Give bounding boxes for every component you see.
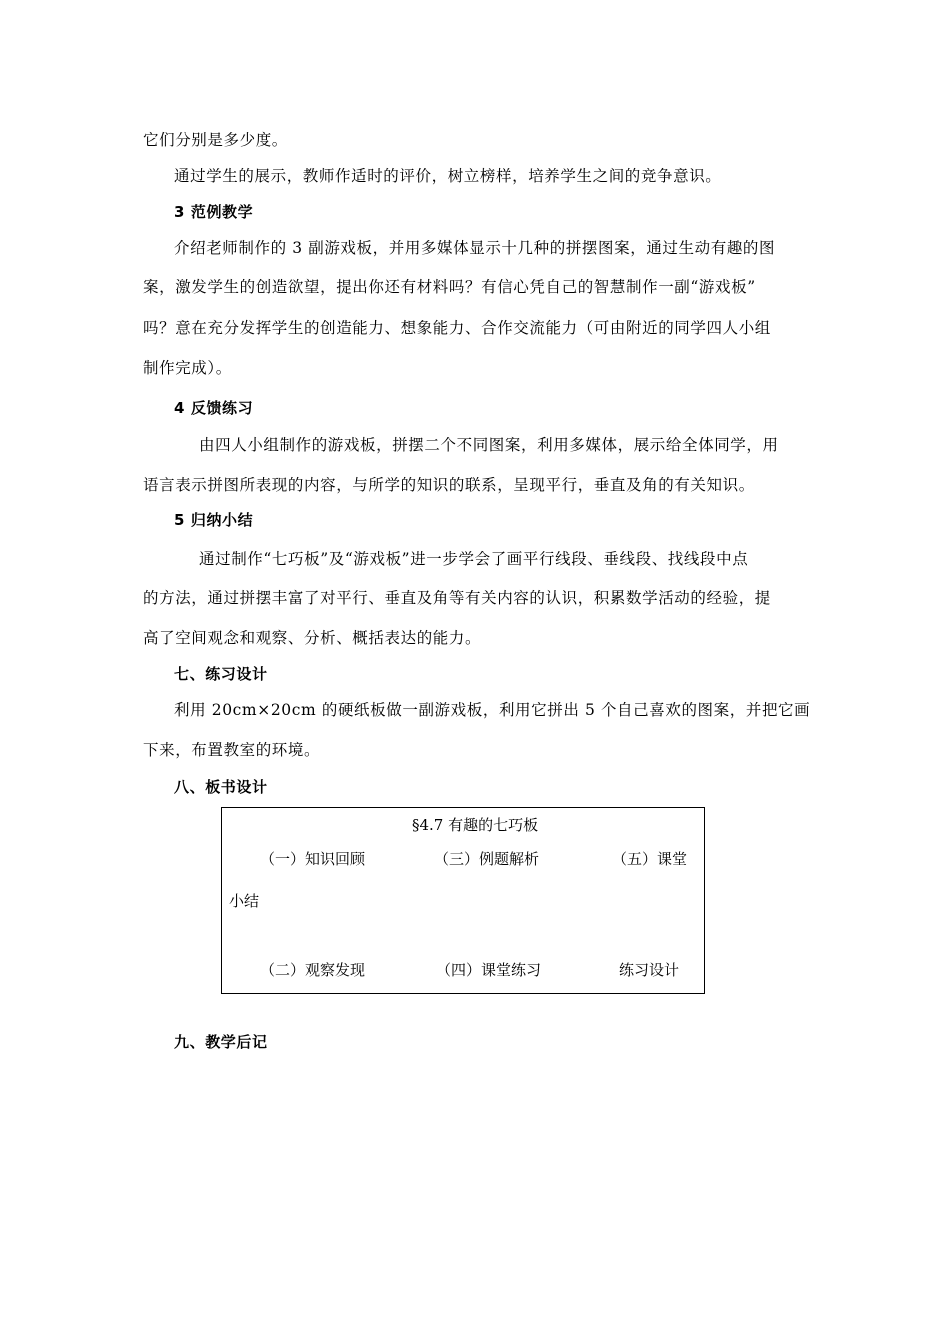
board-item: （四）课堂练习 (436, 961, 542, 979)
section-heading: 3 范例教学 (174, 203, 254, 221)
board-item: 小结 (229, 892, 260, 910)
paragraph-line: 下来，布置教室的环境。 (143, 741, 321, 759)
board-item: （二）观察发现 (260, 961, 366, 979)
paragraph-line: 语言表示拼图所表现的内容，与所学的知识的联系，呈现平行，垂直及角的有关知识。 (143, 476, 755, 494)
paragraph-line: 高了空间观念和观察、分析、概括表达的能力。 (143, 629, 482, 647)
board-title: §4.7 有趣的七巧板 (412, 816, 539, 834)
paragraph-line: 通过制作“七巧板”及“游戏板”进一步学会了画平行线段、垂线段、找线段中点 (199, 550, 749, 568)
paragraph-line: 吗？意在充分发挥学生的创造能力、想象能力、合作交流能力（可由附近的同学四人小组 (143, 319, 771, 337)
paragraph-line: 利用 20cm×20cm 的硬纸板做一副游戏板，利用它拼出 5 个自己喜欢的图案，并把它画 (174, 701, 811, 719)
paragraph-line: 介绍老师制作的 3 副游戏板，并用多媒体显示十几种的拼摆图案，通过生动有趣的图 (174, 239, 776, 257)
board-item: （五）课堂 (612, 850, 688, 868)
section-heading: 九、教学后记 (174, 1033, 268, 1051)
paragraph-line: 由四人小组制作的游戏板，拼摆二个不同图案，利用多媒体，展示给全体同学，用 (199, 436, 779, 454)
paragraph-line: 制作完成）。 (143, 359, 232, 377)
board-item: （一）知识回顾 (260, 850, 366, 868)
section-heading: 5 归纳小结 (174, 511, 254, 529)
paragraph-line: 的方法，通过拼摆丰富了对平行、垂直及角等有关内容的认识，积累数学活动的经验，提 (143, 589, 771, 607)
board-item: （三）例题解析 (434, 850, 540, 868)
paragraph-line: 通过学生的展示，教师作适时的评价，树立榜样，培养学生之间的竞争意识。 (174, 167, 722, 185)
paragraph-line: 它们分别是多少度。 (143, 131, 288, 149)
paragraph-line: 案，激发学生的创造欲望，提出你还有材料吗？有信心凭自己的智慧制作一副“游戏板” (143, 278, 756, 296)
blackboard-design-box (221, 807, 705, 994)
section-heading: 4 反馈练习 (174, 399, 254, 417)
section-heading: 七、练习设计 (174, 665, 268, 683)
section-heading: 八、板书设计 (174, 778, 268, 796)
board-item: 练习设计 (619, 961, 680, 979)
